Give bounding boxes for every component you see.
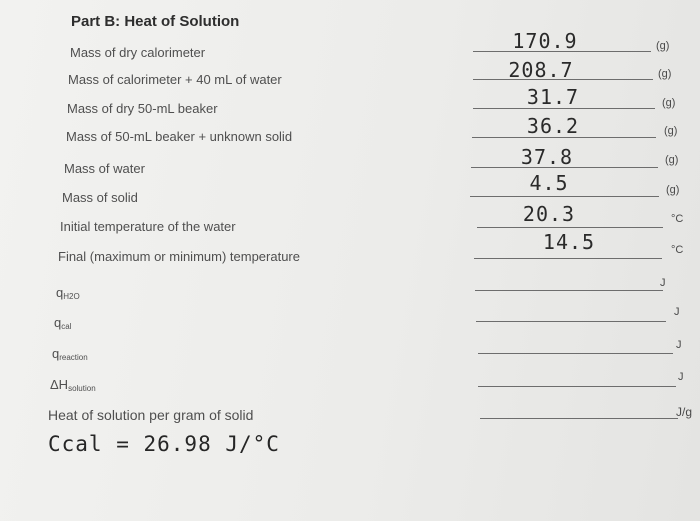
- label-mass-calorimeter-water: Mass of calorimeter + 40 mL of water: [68, 72, 282, 87]
- label-mass-beaker-solid: Mass of 50-mL beaker + unknown solid: [66, 129, 293, 144]
- unit-mass-water: (g): [665, 154, 679, 166]
- answer-line: [476, 321, 666, 322]
- value-mass-solid[interactable]: 4.5: [529, 171, 569, 195]
- answer-line: [475, 290, 663, 291]
- unit-mass-beaker-solid: (g): [664, 125, 678, 137]
- answer-line: [470, 196, 659, 197]
- unit-mass-solid: (g): [666, 184, 680, 196]
- label-delta-h-solution: $\Delta H_{solution}$: [50, 377, 96, 393]
- label-q-water: $q_{H2O}$: [56, 285, 80, 301]
- value-mass-calorimeter-water[interactable]: 208.7: [508, 58, 574, 82]
- answer-line: [478, 353, 673, 354]
- label-mass-dry-beaker: Mass of dry 50-mL beaker: [67, 101, 218, 116]
- value-mass-water[interactable]: 37.8: [520, 145, 574, 169]
- label-q-calorimeter: $q_{cal}$: [54, 315, 72, 331]
- unit-mass-dry-calorimeter: (g): [656, 40, 670, 52]
- answer-line: [478, 386, 676, 387]
- label-q-reaction: $q_{reaction}$: [52, 346, 88, 362]
- answer-line: [480, 418, 678, 419]
- label-initial-temperature: Initial temperature of the water: [60, 219, 236, 234]
- unit-mass-calorimeter-water: (g): [658, 68, 672, 80]
- label-heat-per-gram: Heat of solution per gram of solid: [48, 407, 254, 423]
- label-mass-solid: Mass of solid: [62, 190, 138, 205]
- value-mass-dry-beaker[interactable]: 31.7: [526, 85, 580, 109]
- unit-final-temperature: °C: [671, 244, 684, 256]
- label-mass-dry-calorimeter: Mass of dry calorimeter: [70, 45, 206, 60]
- answer-line: [477, 227, 663, 228]
- unit-q-water: J: [660, 277, 666, 289]
- unit-q-calorimeter: J: [674, 306, 680, 318]
- value-mass-dry-calorimeter[interactable]: 170.9: [512, 29, 578, 53]
- label-final-temperature: Final (maximum or minimum) temperature: [58, 249, 300, 264]
- unit-delta-h-solution: J: [678, 371, 684, 383]
- part-title: Part B: Heat of Solution: [71, 13, 240, 30]
- handwritten-calorimeter-constant: Ccal = 26.98 J/°C: [48, 432, 280, 456]
- value-final-temperature[interactable]: 14.5: [542, 230, 596, 254]
- value-initial-temperature[interactable]: 20.3: [522, 202, 576, 226]
- answer-line: [474, 258, 662, 259]
- label-mass-water: Mass of water: [64, 161, 145, 176]
- unit-mass-dry-beaker: (g): [662, 97, 676, 109]
- unit-q-reaction: J: [676, 339, 682, 351]
- value-mass-beaker-solid[interactable]: 36.2: [526, 114, 580, 138]
- unit-heat-per-gram: J/g: [676, 405, 693, 419]
- unit-initial-temperature: °C: [671, 213, 684, 225]
